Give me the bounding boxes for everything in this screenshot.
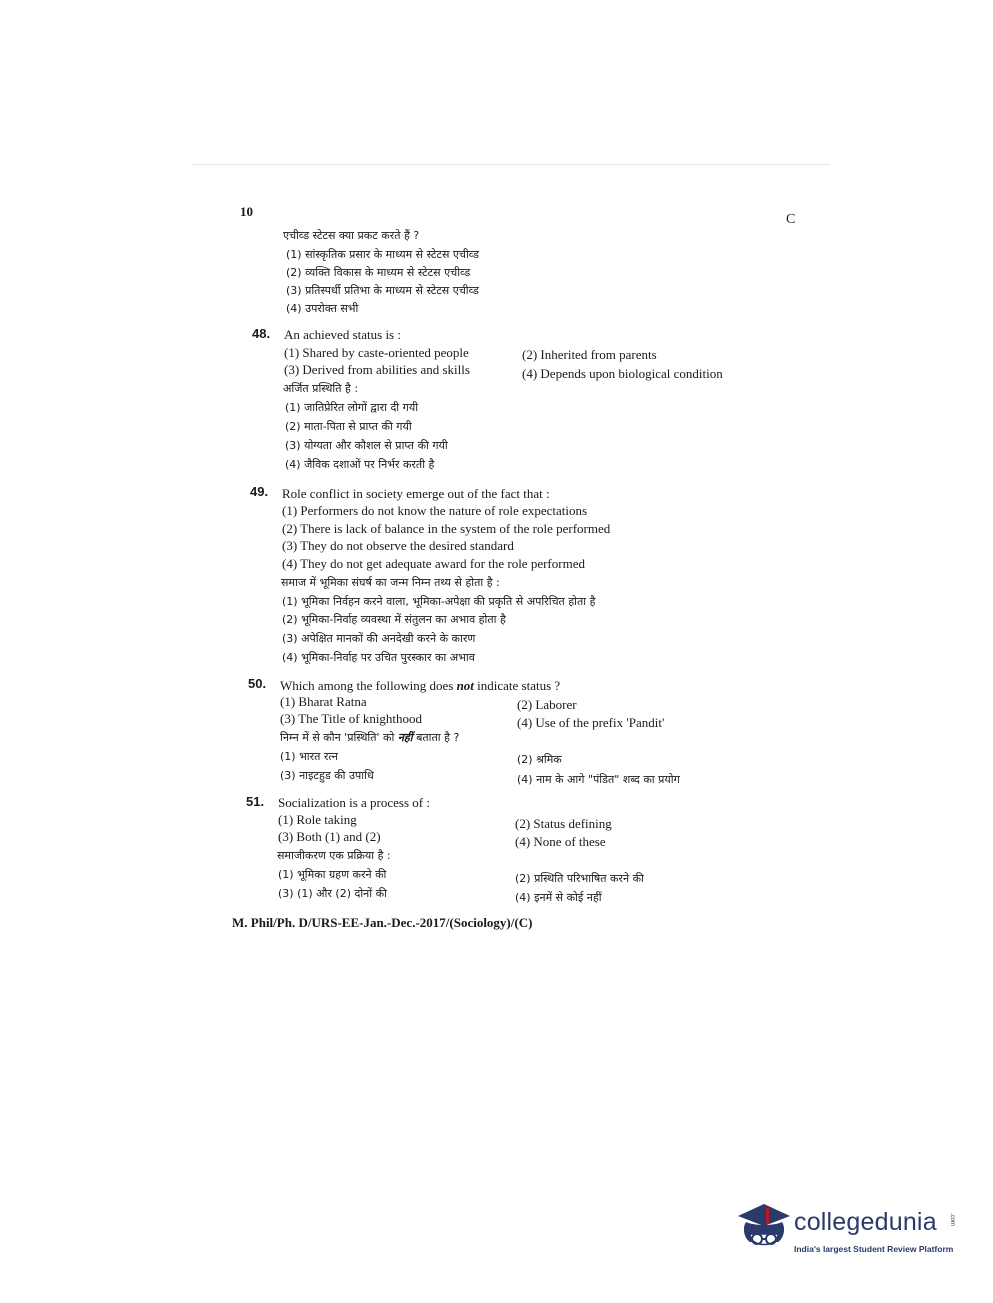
logo-com: .com	[949, 1213, 955, 1227]
q50-hindi-option-3: (3) नाइटहुड की उपाधि	[280, 769, 374, 782]
q48-number: 48.	[252, 326, 271, 341]
q48-option-1: (1) Shared by caste-oriented people	[284, 345, 469, 360]
q47-hindi-option-2: (2) व्यक्ति विकास के माध्यम से स्टेटस एचीव्ड	[286, 266, 471, 279]
page-number: 10	[240, 204, 253, 219]
q48-option-3: (3) Derived from abilities and skills	[284, 362, 470, 377]
q51-hindi-option-4: (4) इनमें से कोई नहीं	[515, 891, 602, 904]
logo-tagline: India's largest Student Review Platform	[794, 1244, 954, 1254]
q47-hindi-option-4: (4) उपरोक्त सभी	[286, 302, 359, 315]
q48-hindi-option-2: (2) माता-पिता से प्राप्त की गयी	[285, 420, 412, 433]
q50-stem: Which among the following does not indicate status ?	[280, 678, 561, 693]
page-footer: M. Phil/Ph. D/URS-EE-Jan.-Dec.-2017/(Sociology)/(C)	[232, 915, 533, 930]
q48-hindi-stem: अर्जित प्रस्थिति है :	[283, 382, 359, 395]
q50-option-3: (3) The Title of knighthood	[280, 711, 423, 726]
q48-option-2: (2) Inherited from parents	[522, 347, 657, 362]
q50-hindi-option-2: (2) श्रमिक	[517, 753, 562, 766]
q51-option-1: (1) Role taking	[278, 812, 357, 827]
q51-option-3: (3) Both (1) and (2)	[278, 829, 381, 844]
q49-hindi-option-4: (4) भूमिका-निर्वाह पर उचित पुरस्कार का अभाव	[282, 651, 475, 664]
q49-hindi-option-1: (1) भूमिका निर्वहन करने वाला, भूमिका-अपेक्षा की प्रकृति से अपरिचित होता है	[282, 595, 596, 608]
top-divider	[192, 164, 830, 165]
q50-hindi-option-1: (1) भारत रत्न	[280, 750, 338, 763]
q47-hindi-option-3: (3) प्रतिस्पर्धी प्रतिभा के माध्यम से स्टेटस एचीव्ड	[286, 284, 479, 297]
q48-option-4: (4) Depends upon biological condition	[522, 366, 723, 381]
q49-hindi-option-3: (3) अपेक्षित मानकों की अनदेखी करने के कारण	[282, 632, 476, 645]
q50-option-1: (1) Bharat Ratna	[280, 694, 367, 709]
series-code: C	[786, 212, 796, 227]
q49-option-3: (3) They do not observe the desired standard	[282, 538, 514, 553]
q51-number: 51.	[246, 794, 265, 809]
q51-hindi-stem: समाजीकरण एक प्रक्रिया है :	[277, 849, 391, 862]
q50-hindi-option-4: (4) नाम के आगे "पंडित" शब्द का प्रयोग	[517, 773, 680, 786]
q50-option-2: (2) Laborer	[517, 697, 577, 712]
q49-stem: Role conflict in society emerge out of the fact that :	[282, 486, 550, 501]
q51-option-2: (2) Status defining	[515, 816, 612, 831]
q47-hindi-option-1: (1) सांस्कृतिक प्रसार के माध्यम से स्टेटस एचीव्ड	[286, 248, 480, 261]
q51-hindi-option-3: (3) (1) और (2) दोनों की	[278, 887, 387, 900]
q49-number: 49.	[250, 484, 269, 499]
q51-hindi-option-1: (1) भूमिका ग्रहण करने की	[278, 868, 387, 881]
q48-hindi-option-1: (1) जातिप्रेरित लोगों द्वारा दी गयी	[285, 401, 419, 414]
q48-hindi-option-3: (3) योग्यता और कौशल से प्राप्त की गयी	[285, 439, 448, 452]
q51-stem: Socialization is a process of :	[278, 795, 430, 810]
q50-option-4: (4) Use of the prefix 'Pandit'	[517, 715, 665, 730]
q49-option-1: (1) Performers do not know the nature of role expectations	[282, 503, 588, 518]
q51-option-4: (4) None of these	[515, 834, 606, 849]
q47-hindi-stem: एचीव्ड स्टेटस क्या प्रकट करते हैं ?	[283, 229, 420, 242]
logo-wordmark: collegedunia	[794, 1208, 937, 1236]
q48-stem: An achieved status is :	[284, 327, 401, 342]
student-mascot-icon	[734, 1198, 794, 1260]
q49-option-4: (4) They do not get adequate award for the role performed	[282, 556, 585, 571]
q49-option-2: (2) There is lack of balance in the system of the role performed	[282, 521, 611, 536]
q48-hindi-option-4: (4) जैविक दशाओं पर निर्भर करती है	[285, 458, 435, 471]
q51-hindi-option-2: (2) प्रस्थिति परिभाषित करने की	[515, 872, 644, 885]
collegedunia-logo	[734, 1198, 964, 1268]
q50-number: 50.	[248, 676, 267, 691]
q49-hindi-option-2: (2) भूमिका-निर्वाह व्यवस्था में संतुलन का अभाव होता है	[282, 613, 506, 626]
q50-hindi-stem: निम्न में से कौन 'प्रस्थिति' को नहीं बताता है ?	[280, 731, 460, 744]
q49-hindi-stem: समाज में भूमिका संघर्ष का जन्म निम्न तथ्य से होता है :	[281, 576, 500, 589]
